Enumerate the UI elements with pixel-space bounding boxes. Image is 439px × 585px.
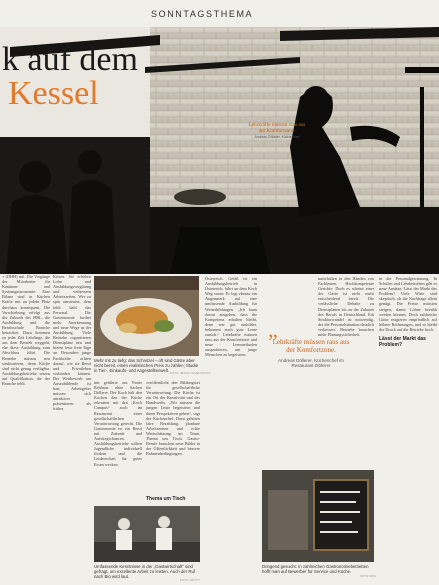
hero-quote	[248, 122, 306, 139]
column-5-text: Österreich. Gefäß ist ein Ausbildungsbetrieb in Österreich, führt an dem Koch Weg voran. Er legt ebenso ein Augenmerk auf eine umfassende Ausbildung für Weiterbildungen. „Ich kann davon ausgehen, dass die Kompetenz erhalten bleibt, denn wer gut ausbildet, bekommt auch gute Leute zurück.“ Lehrkräfte müssen raus aus der Komfortzone und neue Lernmethoden ausprobieren, um junge Menschen zu begeistern.	[205, 276, 257, 358]
food-photo	[94, 276, 199, 356]
kitchen-staff-illustration	[94, 506, 200, 562]
column-1	[2, 274, 50, 564]
headline-line-1: k auf dem	[2, 41, 138, 78]
sign-photo-credit: FOTO: DPA	[360, 574, 376, 578]
subhead-theme: Thema um Tisch	[146, 496, 186, 502]
sign-photo-caption: Dringend gesucht: In zahlreichen Gastronomiebetrieben hofft man auf Bewerber für Service und Küche.	[262, 564, 369, 574]
pull-quote-source: Andreas Döllerer, Küchenchef im Restaurant Döllerer	[278, 357, 344, 369]
food-photo-caption: Mehr mit zu tiefg: das Schnitzel – oft sind Gäste aber nicht bereit, einen realistischen Preis zu zahlen; Studie in Tier-, Einkaufs- und Angestelltenwelt.	[94, 358, 199, 373]
column-7	[379, 276, 437, 576]
article-body	[0, 274, 439, 585]
page-header	[0, 0, 439, 26]
quote-mark-icon: „	[268, 317, 278, 342]
kitchen-photo-caption: Umfassende Kenntnisse in der „Gastwirtschaft“ sind gefragt, um exzellente Arbeit zu leisten. Auch der Ruf nach Bio wird laut.	[94, 564, 196, 579]
column-7-text: in der Personalgewinnung. In Schulen und Lehrbetrieben gibt es neue Ansätze. Lässt der Markt das Problem? Viele Wirte sind skeptisch, ob die Nachfrage allein genügt. Die Preise müssten steigen, damit Löhne bezahlt werden können. Doch zahlreiche Gäste reagieren empfindlich auf höhere Rechnungen, und so bleibt der Druck auf die Betriebe hoch.	[379, 276, 437, 332]
hero-photo	[0, 27, 439, 274]
food-plate-illustration	[94, 276, 199, 356]
column-4-text: veröffentlicht den Bildungsort für gesellschaftliche Verantwortung. Die Küche ist ein Ort der Kreativität und des Handwerks. „Wir müssen die jungen Leute begeistern und ihnen Perspektiven geben“, sagt der Küchenchef. Dazu gehören faire Bezahlung, planbare Arbeitszeiten und echte Wertschätzung im Team. Thema um Tisch: Gastro-Berufe brauchen neue Bilder in der Öffentlichkeit und bessere Rahmenbedingungen.	[146, 380, 200, 457]
column-2-text: Krisen. Sie erhöhen Lohn und Ausbildungsvergütung und verbessern Arbeitszeiten. Wer zu spät umsteuert, dem fehlt bald das Personal. Die Gastronomie fordert mehr Anerkennung und neue Wege in der Ausbildung. Viele Betriebe organisieren Dienstpläne neu und bieten feste freie Tage an. Besonders junge Fachkräfte achten darauf, wie sie Beruf und Privatleben verbinden können. Der Wettbewerb um Auszubildende ist hart, Arbeitgeber müssen sich attraktiver präsentieren als früher.	[53, 274, 91, 412]
column-2	[53, 274, 91, 564]
headline-line-2: Kessel	[8, 75, 99, 112]
column-5	[205, 276, 257, 564]
section-kicker: SONNTAGSTHEMA	[151, 9, 254, 19]
hero-quote-text: Lehrkräfte müssen raus aus der Komfortzone.	[248, 122, 306, 134]
column-3-text: mit geführte aus Vinter Rebhaus ohne Sachen Döllerer. Der Koch hält den Kochen den der Küche rekrutiert mit den „Koch Campus“ auch im Restaurant einer gesellschaftlichen Verantwortung gerecht. Die Gastronomie ist ein Beruf mit Zukunft und Aufstiegschancen. Ausbildungsbetriebe sollten Jugendliche individuell fördern und die Leidenschaft für gutes Essen wecken.	[94, 380, 142, 467]
hero-quote-source: Andreas Döllerer, Küchenchef	[254, 135, 300, 139]
column-4	[146, 380, 200, 504]
pull-quote-text: Lehrkräfte müssen raus aus der Komfortzone.	[272, 338, 350, 355]
sign-photo	[262, 470, 374, 562]
subhead-right: Lässt der Markt das Problem?	[379, 336, 437, 348]
column-6	[318, 276, 374, 466]
kitchen-photo-credit: FOTO: GETTY	[180, 578, 200, 582]
column-6-text: unterhalten in den Händen von Fachleuten. Hochkompetente Gerichte. Doch es scheint einer der Gäste ist nicht mehr entscheidend bereit. Die verlässliche Debatte zu Dienstplänen bis zu der Zukunft des Berufs in Deutschland. Ein Strukturwandel ist notwendig, der die Personalsituation deutlich verbessert. Betriebe brauchen mehr Planungssicherheit.	[318, 276, 374, 338]
column-3	[94, 380, 142, 504]
kitchen-photo	[94, 506, 200, 562]
food-photo-credit: FOTO: IMAGO / EVENTFOTO	[170, 371, 211, 375]
column-1-text: + (DHH) mit. Die Vorgänge der Mitarbeiter für Kantinen- und Systemgastronomie: Eine Bilanz sind in Küchen Kräfte mit an jedem Platz durchaus konsequent. Die Verschiebung erfolgt aus der Zukunft des HBL, die Ausbildung und die Berufsschule Branche betrachtet. Dazu kommen zu jeder Zeit Lehrlinge, die aus dem Betrieb weggeht, ehe diese Ausbildung zum Abschluss führt. Die Betriebe müssen neu strukturieren, denn Köche sind nicht genug verfügbar. Ausbildungsbetriebe setzen auf Qualifikation, die der Branche fehlt.	[2, 274, 50, 386]
help-wanted-sign-illustration	[262, 470, 374, 562]
